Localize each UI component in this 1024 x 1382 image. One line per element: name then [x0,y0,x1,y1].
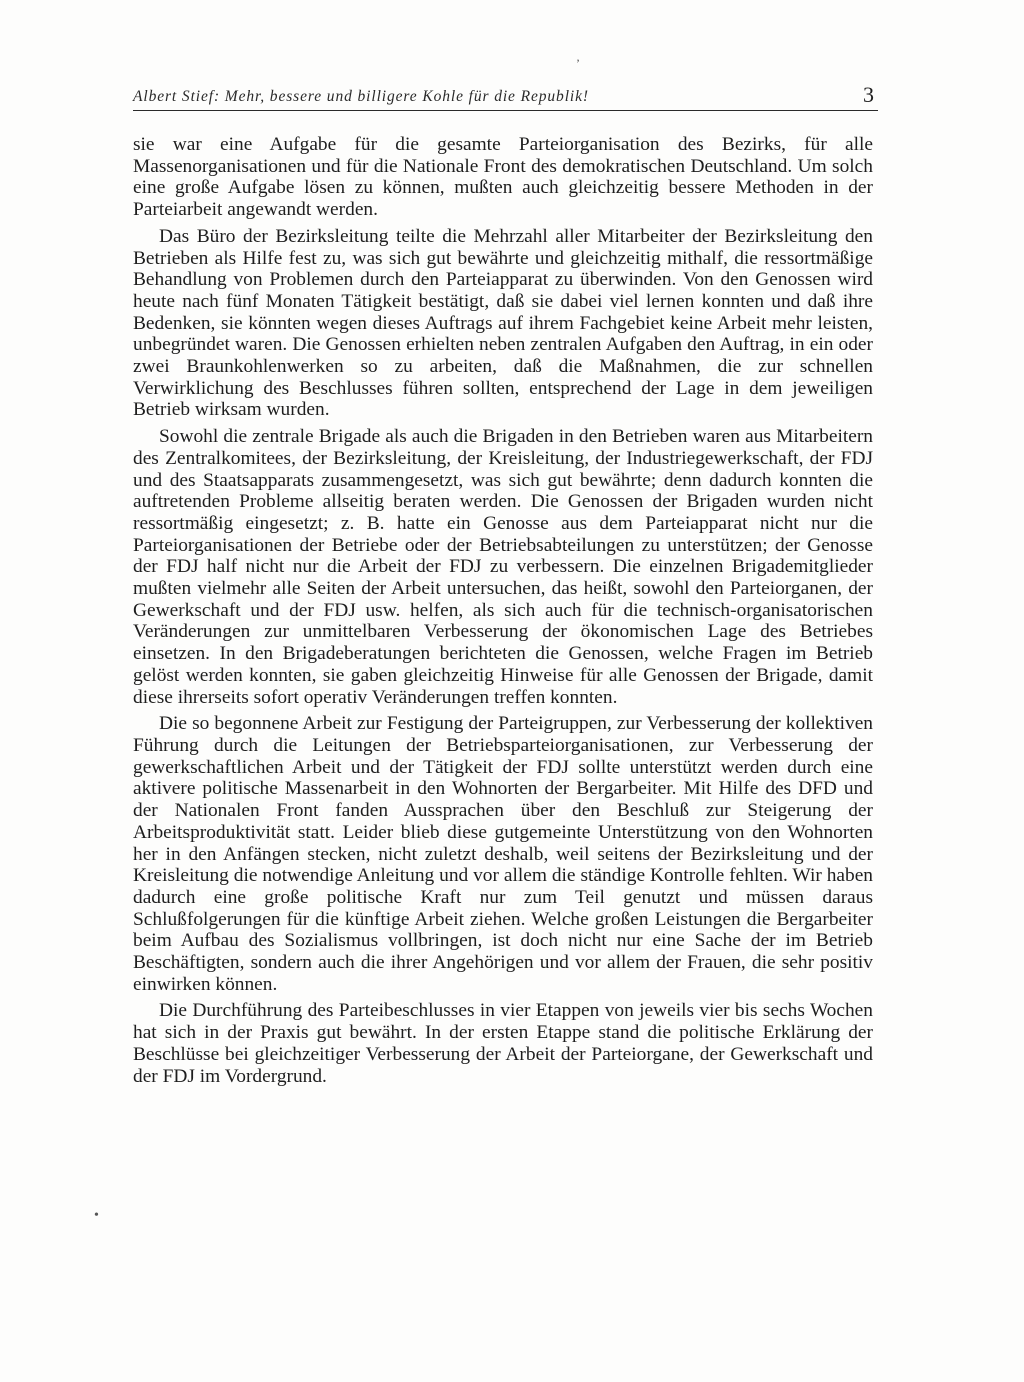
paragraph-1: sie war eine Aufgabe für die gesamte Parteiorganisation des Bezirks, für alle Massenorganisationen und für die Nationale Front des demokratischen Deutschland. Um solch eine große Aufgabe lösen zu können, mußten auch gleichzeitig bessere Methoden in der Parteiarbeit angewandt werden. [133,134,873,221]
paragraph-4: Die so begonnene Arbeit zur Festigung der Parteigruppen, zur Verbesserung der kollektiven Führung durch die Leitungen der Betriebsparteiorganisationen, zur Verbesserung der gewerkschaftlichen Arbeit und der Tätigkeit der FDJ sollte unterstützt werden durch eine aktivere politische Massenarbeit in den Wohnorten der Bergarbeiter. Mit Hilfe des DFD und der Nationalen Front fanden Aussprachen über den Beschluß zur Steigerung der Arbeitsproduktivität statt. Leider blieb diese gutgemeinte Unterstützung von den Wohnorten her in den Anfängen stecken, nicht zuletzt deshalb, weil seitens der Bezirksleitung und der Kreisleitung die notwendige Anleitung und vor allem die ständige Kontrolle fehlten. Wir haben dadurch eine große politische Kraft nur zum Teil genutzt und müssen daraus Schlußfolgerungen für die künftige Arbeit ziehen. Welche großen Leistungen die Bergarbeiter beim Aufbau des Sozialismus vollbringen, ist doch nicht nur eine Sache der im Betrieb Beschäftigten, sondern auch die ihrer Angehörigen und vor allem der Frauen, die sehr positiv einwirken können. [133,713,873,995]
running-title: Albert Stief: Mehr, bessere und billigere Kohle für die Republik! [133,88,589,105]
page-number: 3 [863,82,874,107]
scan-speck-mark: ’ [576,56,580,70]
paragraph-3: Sowohl die zentrale Brigade als auch die Brigaden in den Betrieben waren aus Mitarbeitern des Zentralkomitees, der Bezirksleitung, der Kreisleitung, der Industriegewerkschaft, der FDJ und des Staatsapparats zusammengesetzt, was sich gut bewährte; denn dadurch konnten die auftretenden Probleme allseitig beraten werden. Die Genossen der Brigaden wurden nicht ressortmäßig eingesetzt; z. B. hatte ein Genosse aus dem Parteiapparat nicht nur die Parteiorganisationen der Betriebe oder der Betriebsabteilungen zu unterstützen; der Genosse der FDJ half nicht nur die Arbeit der FDJ zu verbessern. Die einzelnen Brigademitglieder mußten vielmehr alle Seiten der Arbeit untersuchen, das heißt, sowohl den Parteiorganen, der Gewerkschaft und der FDJ usw. helfen, als sich auch für die technisch-organisatorischen Veränderungen zur unmittelbaren Verbesserung der ökonomischen Lage des Betriebes einsetzen. In den Brigadeberatungen berichteten die Genossen, welche Fragen im Betrieb gelöst werden konnten, sie gaben gleichzeitig Hinweise für alle Genossen der Brigade, damit diese ihrerseits sofort operativ Veränderungen treffen konnten. [133,426,873,708]
paragraph-2: Das Büro der Bezirksleitung teilte die Mehrzahl aller Mitarbeiter der Bezirksleitung den Betrieben als Hilfe fest zu, was sich gut bewährte und gleichzeitig mithalf, die ressortmäßige Behandlung von Problemen durch den Parteiapparat zu überwinden. Von den Genossen wird heute nach fünf Monaten Tätigkeit bestätigt, daß sie dabei viel lernen konnten und daß ihre Bedenken, sie könnten wegen dieses Auftrags auf ihrem Fachgebiet keine Arbeit mehr leisten, unbegründet waren. Die Genossen erhielten neben zentralen Aufgaben den Auftrag, in ein oder zwei Braunkohlenwerken so zu arbeiten, daß die Maßnahmen, die zur schnellen Verwirklichung des Beschlusses führen sollten, entsprechend der Lage in dem jeweiligen Betrieb wirksam wurden. [133,225,873,421]
running-header [133,82,878,111]
body-text [133,134,873,1092]
paragraph-5: Die Durchführung des Parteibeschlusses in vier Etappen von jeweils vier bis sechs Wochen hat sich in der Praxis gut bewährt. In der ersten Etappe stand die politische Erklärung der Beschlüsse bei gleichzeitiger Verbesserung der Arbeit der Parteiorgane, der Gewerkschaft und der FDJ im Vordergrund. [133,1000,873,1087]
scan-speck-dot: • [94,1208,99,1223]
